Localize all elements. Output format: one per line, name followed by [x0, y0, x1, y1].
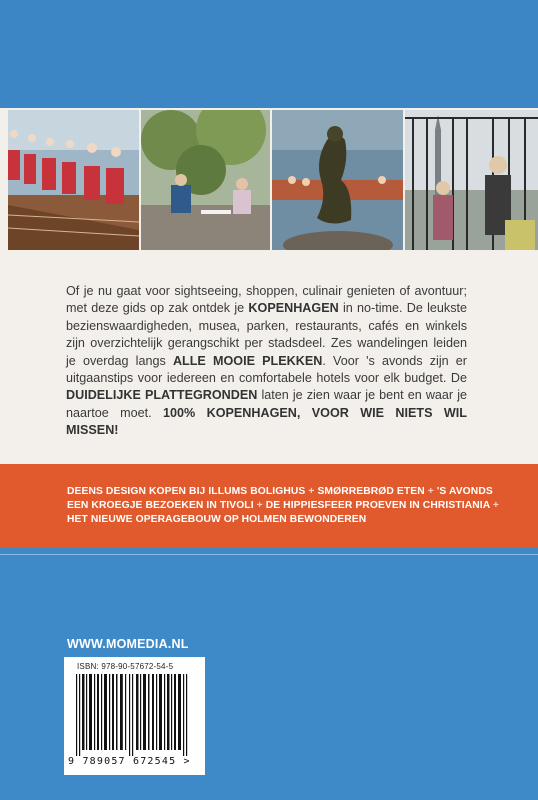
highlight-item: DEENS DESIGN KOPEN BIJ ILLUMS BOLIGHUS — [67, 486, 306, 497]
photo-terrace — [8, 110, 139, 250]
photo-strip — [8, 110, 538, 250]
highlight-plattegronden: DUIDELIJKE PLATTEGRONDEN — [66, 388, 258, 403]
separator-plus: + — [492, 500, 499, 511]
highlight-item: 'S AVONDS EEN KROEGJE BEZOEKEN IN TIVOLI — [67, 486, 493, 511]
isbn-label: ISBN: 978-90-57672-54-5 — [77, 662, 174, 671]
cover-top-band — [0, 0, 538, 108]
highlights-list — [67, 485, 507, 527]
divider-line — [0, 554, 538, 555]
description-part-1: Of je nu gaat voor sightseeing, shoppen, culinair genieten of avontuur; met deze gids op zak ontdek je — [66, 284, 467, 316]
publisher-website: WWW.MOMEDIA.NL — [67, 637, 189, 651]
barcode-bars — [76, 674, 194, 756]
photo-rooftop-view — [405, 110, 538, 250]
separator-plus: + — [427, 486, 434, 497]
highlight-item: SMØRREBRØD ETEN — [317, 486, 425, 497]
highlight-alle-mooie-plekken: ALLE MOOIE PLEKKEN — [172, 353, 323, 368]
description-part-4: laten je zien waar je bent en waar je naartoe moet. — [66, 388, 467, 420]
separator-plus: + — [256, 500, 263, 511]
barcode-digits: 9 789057 672545 > — [68, 756, 191, 767]
photo-cafe — [141, 110, 271, 250]
city-highlight: KOPENHAGEN — [248, 301, 339, 316]
highlight-item: DE HIPPIESFEER PROEVEN IN CHRISTIANIA — [265, 500, 490, 511]
photo-little-mermaid — [272, 110, 403, 250]
closing-slogan: 100% KOPENHAGEN, VOOR WIE NIETS WIL MISSEN! — [66, 405, 467, 438]
description-part-2: in no-time. De leukste bezienswaardigheden, musea, parken, restaurants, cafés en winkels zijn overzichtelijk gerangschikt per stadsdeel. Zes wandelingen leiden je overdag langs — [66, 301, 468, 368]
separator-plus: + — [308, 486, 315, 497]
description-text — [66, 283, 467, 440]
highlight-item: HET NIEUWE OPERAGEBOUW OP HOLMEN BEWONDEREN — [67, 514, 367, 525]
description-part-3: . Voor 's avonds zijn er uitgaanstips voor iedereen en comfortabele hotels voor elk budget. De — [66, 353, 467, 386]
barcode — [64, 657, 205, 775]
